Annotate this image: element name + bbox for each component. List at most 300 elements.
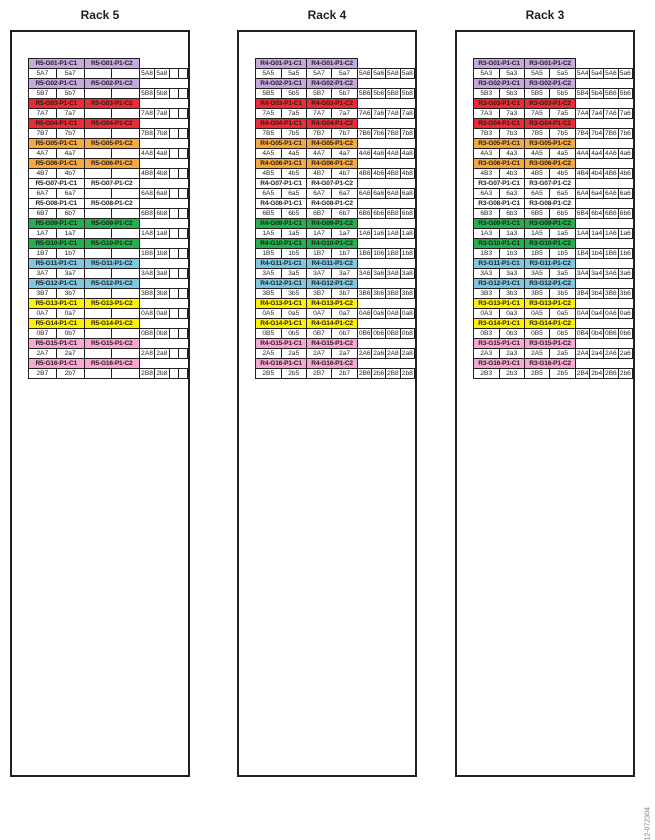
rack-cell: 5B5 — [256, 89, 282, 99]
rack-cell: 4A7 — [307, 149, 332, 159]
group-cell-row — [474, 369, 633, 379]
group-cell-row — [29, 169, 188, 179]
group-label-c2: R3-G13-P1-C2 — [525, 299, 576, 309]
group-label-c2: R3-G03-P1-C2 — [525, 99, 576, 109]
group-header-row — [256, 219, 415, 229]
rack-cell: 5A8 — [141, 69, 153, 77]
group-header-row — [474, 59, 633, 69]
rack-cell: 2a8 — [156, 349, 168, 357]
rack-container-3 — [455, 30, 635, 777]
group-label-c2: R4-G16-P1-C2 — [307, 359, 358, 369]
rack-cell: 4a6 — [619, 149, 631, 157]
rack-cell: 2A4 — [576, 349, 589, 357]
group-label-c2: R3-G04-P1-C2 — [525, 119, 576, 129]
rack-cell: 1a7 — [56, 229, 84, 239]
group-label-c2: R3-G11-P1-C2 — [525, 259, 576, 269]
rack-cell: 3A7 — [29, 269, 57, 279]
group-label-c2: R4-G02-P1-C2 — [307, 79, 358, 89]
group-label-c1: R4-G08-P1-C1 — [256, 199, 307, 209]
group-cell-row — [29, 329, 188, 339]
rack-cell: 5B6 — [604, 89, 617, 97]
group-cell-row — [256, 149, 415, 159]
rack-cell: 2b6 — [373, 369, 385, 377]
rack-cell: 6B8 — [386, 209, 399, 217]
group-cell-row — [29, 189, 188, 199]
rack-cell: 1a5 — [281, 229, 307, 239]
rack-cell: 6A5 — [525, 189, 550, 199]
rack-cell: 3b4 — [591, 289, 603, 297]
group-cell-row — [29, 289, 188, 299]
group-label-c2: R5-G04-P1-C2 — [84, 119, 140, 129]
rack-cell: 7A8 — [386, 109, 399, 117]
rack-cell: 5A6 — [358, 69, 371, 77]
rack-cell: 3A7 — [307, 269, 332, 279]
group-label-c1: R3-G16-P1-C1 — [474, 359, 525, 369]
rack-cell: 2a8 — [401, 349, 413, 357]
rack-cell — [111, 329, 139, 339]
rack-cell: 4a7 — [331, 149, 357, 159]
rack-cell: 6b7 — [56, 209, 84, 219]
rack-cell: 3B8 — [386, 289, 399, 297]
rack-cell: 3a7 — [331, 269, 357, 279]
group-label-c2: R5-G01-P1-C2 — [84, 59, 140, 69]
rack-cell: 7a8 — [401, 109, 413, 117]
rack-cell: 0B7 — [29, 329, 57, 339]
rack-cell — [111, 289, 139, 299]
rack-cell: 2b8 — [156, 369, 168, 377]
rack-cell: 2A5 — [525, 349, 550, 359]
rack-cell: 6A7 — [307, 189, 332, 199]
rack-cell: 4a6 — [373, 149, 385, 157]
rack-cell — [178, 249, 187, 259]
group-label-c2: R4-G13-P1-C2 — [307, 299, 358, 309]
group-header-row — [29, 59, 188, 69]
rack-cell — [111, 349, 139, 359]
rack-cell: 3B4 — [576, 289, 589, 297]
rack-cell: 0a6 — [619, 309, 631, 317]
group-cell-row — [474, 329, 633, 339]
rack-cell: 6b7 — [331, 209, 357, 219]
rack-cell: 7B5 — [525, 129, 550, 139]
group-header-row — [474, 239, 633, 249]
group-label-c1: R4-G04-P1-C1 — [256, 119, 307, 129]
group-header-row — [256, 359, 415, 369]
rack-cell: 3b7 — [331, 289, 357, 299]
rack-cell: 4b5 — [281, 169, 307, 179]
rack-cell: 3a3 — [499, 269, 525, 279]
rack-cell — [169, 169, 178, 179]
rack-cell: 4A7 — [29, 149, 57, 159]
group-label-c1: R4-G10-P1-C1 — [256, 239, 307, 249]
rack-cell: 2B3 — [474, 369, 500, 379]
rack-cell: 6A7 — [29, 189, 57, 199]
rack-cell: 1A5 — [256, 229, 282, 239]
group-label-c1: R3-G15-P1-C1 — [474, 339, 525, 349]
rack-cell: 3a6 — [373, 269, 385, 277]
group-cell-row — [256, 229, 415, 239]
group-label-c1: R4-G09-P1-C1 — [256, 219, 307, 229]
rack-cell: 4a8 — [156, 149, 168, 157]
rack-cell: 0B8 — [141, 329, 153, 337]
rack-cell: 7A6 — [358, 109, 371, 117]
rack-cell: 3b6 — [373, 289, 385, 297]
group-label-c2: R3-G01-P1-C2 — [525, 59, 576, 69]
rack-cell: 5b7 — [56, 89, 84, 99]
rack-cell: 4A5 — [525, 149, 550, 159]
rack-cell: 2A6 — [604, 349, 617, 357]
rack-cell: 1A7 — [29, 229, 57, 239]
rack-cell: 5a8 — [401, 69, 413, 77]
rack-cell: 6A6 — [358, 189, 371, 197]
group-label-c1: R5-G16-P1-C1 — [29, 359, 85, 369]
rack-cell: 0b8 — [401, 329, 413, 337]
rack-cell: 0b8 — [156, 329, 168, 337]
group-header-row — [29, 219, 188, 229]
rack-cell: 1b4 — [591, 249, 603, 257]
rack-cell — [111, 209, 139, 219]
group-cell-row — [29, 209, 188, 219]
group-label-c1: R3-G03-P1-C1 — [474, 99, 525, 109]
rack-cell: 7a5 — [281, 109, 307, 119]
group-header-row — [256, 259, 415, 269]
group-header-row — [29, 179, 188, 189]
group-label-c2: R5-G11-P1-C2 — [84, 259, 140, 269]
rack-cell: 7A6 — [604, 109, 617, 117]
group-label-c1: R3-G10-P1-C1 — [474, 239, 525, 249]
rack-cell — [178, 89, 187, 99]
rack-cell: 4A4 — [576, 149, 589, 157]
group-label-c1: R3-G12-P1-C1 — [474, 279, 525, 289]
rack-cell: 1b3 — [499, 249, 525, 259]
group-label-c2: R4-G08-P1-C2 — [307, 199, 358, 209]
group-cell-row — [474, 269, 633, 279]
rack-cell: 7b6 — [373, 129, 385, 137]
rack-cell — [84, 269, 111, 279]
rack-cell: 3B8 — [141, 289, 153, 297]
rack-cell — [169, 149, 178, 159]
rack-cell: 0A8 — [386, 309, 399, 317]
group-cell-row — [474, 249, 633, 259]
group-cell-row — [256, 269, 415, 279]
rack-cell: 7b3 — [499, 129, 525, 139]
group-label-c2: R5-G13-P1-C2 — [84, 299, 140, 309]
group-header-row — [474, 319, 633, 329]
rack-cell: 4a4 — [591, 149, 603, 157]
rack-cell: 0B6 — [604, 329, 617, 337]
rack-cell — [111, 369, 139, 379]
group-label-c1: R3-G02-P1-C1 — [474, 79, 525, 89]
rack-cell: 1a3 — [499, 229, 525, 239]
rack-cell: 7b4 — [591, 129, 603, 137]
rack-cell: 5B7 — [29, 89, 57, 99]
rack-cell: 4B8 — [141, 169, 153, 177]
rack-cell: 4a3 — [499, 149, 525, 159]
group-cell-row — [474, 309, 633, 319]
rack-cell: 6B7 — [29, 209, 57, 219]
rack-cell: 5B8 — [141, 89, 153, 97]
group-label-c1: R5-G07-P1-C1 — [29, 179, 85, 189]
group-label-c1: R4-G11-P1-C1 — [256, 259, 307, 269]
rack-cell — [178, 289, 187, 299]
rack-cell: 6B8 — [141, 209, 153, 217]
group-label-c2: R5-G02-P1-C2 — [84, 79, 140, 89]
group-label-c1: R4-G14-P1-C1 — [256, 319, 307, 329]
group-header-row — [474, 359, 633, 369]
group-cell-row — [256, 69, 415, 79]
group-cell-row — [474, 189, 633, 199]
group-label-c1: R4-G13-P1-C1 — [256, 299, 307, 309]
rack-cell: 2B8 — [141, 369, 153, 377]
rack-cell — [169, 189, 178, 199]
rack-cell: 1A8 — [386, 229, 399, 237]
rack-cell: 7B4 — [576, 129, 589, 137]
rack-cell: 2A7 — [307, 349, 332, 359]
rack-title-3: Rack 3 — [525, 8, 565, 22]
rack-cell: 3A6 — [604, 269, 617, 277]
rack-cell: 3B7 — [307, 289, 332, 299]
rack-cell: 6B4 — [576, 209, 589, 217]
rack-cell — [84, 189, 111, 199]
rack-cell: 3a4 — [591, 269, 603, 277]
rack-cell: 4B5 — [525, 169, 550, 179]
group-label-c2: R5-G10-P1-C2 — [84, 239, 140, 249]
rack-cell: 5A7 — [307, 69, 332, 79]
rack-cell — [111, 109, 139, 119]
rack-cell: 6b6 — [619, 209, 631, 217]
rack-cell: 2b6 — [619, 369, 631, 377]
rack-cell: 4B7 — [29, 169, 57, 179]
rack-cell: 2b7 — [56, 369, 84, 379]
group-label-c1: R4-G01-P1-C1 — [256, 59, 307, 69]
rack-cell: 0a5 — [549, 309, 575, 319]
group-header-row — [29, 299, 188, 309]
rack-cell: 6a5 — [549, 189, 575, 199]
rack-cell: 7A5 — [525, 109, 550, 119]
rack-cell — [84, 149, 111, 159]
group-label-c1: R3-G04-P1-C1 — [474, 119, 525, 129]
group-cell-row — [256, 209, 415, 219]
rack-cell: 4A6 — [604, 149, 617, 157]
rack-cell: 2B8 — [386, 369, 399, 377]
rack-cell: 2B5 — [256, 369, 282, 379]
rack-cell — [84, 229, 111, 239]
rack-cell — [178, 309, 187, 319]
group-cell-row — [29, 269, 188, 279]
rack-cell: 6B5 — [525, 209, 550, 219]
group-label-c1: R3-G11-P1-C1 — [474, 259, 525, 269]
group-label-c1: R3-G05-P1-C1 — [474, 139, 525, 149]
rack-cell: 7a5 — [549, 109, 575, 119]
rack-cell: 1B7 — [307, 249, 332, 259]
rack-cell: 4b3 — [499, 169, 525, 179]
group-cell-row — [29, 109, 188, 119]
rack-cell: 6B7 — [307, 209, 332, 219]
rack-cell — [178, 109, 187, 119]
rack-cell: 5a6 — [373, 69, 385, 77]
rack-cell — [178, 129, 187, 139]
rack-cell: 5a7 — [331, 69, 357, 79]
rack-cell: 4b5 — [549, 169, 575, 179]
group-label-c2: R5-G08-P1-C2 — [84, 199, 140, 209]
group-header-row — [256, 339, 415, 349]
rack-cell: 3A5 — [256, 269, 282, 279]
rack-cell: 0A5 — [256, 309, 282, 319]
group-header-row — [474, 139, 633, 149]
group-label-c2: R5-G15-P1-C2 — [84, 339, 140, 349]
group-header-row — [29, 339, 188, 349]
group-cell-row — [474, 289, 633, 299]
group-header-row — [474, 99, 633, 109]
rack-cell: 5A6 — [604, 69, 617, 77]
group-label-c2: R3-G08-P1-C2 — [525, 199, 576, 209]
rack-cell — [84, 309, 111, 319]
group-header-row — [256, 239, 415, 249]
rack-cell: 5A7 — [29, 69, 57, 79]
group-label-c2: R5-G12-P1-C2 — [84, 279, 140, 289]
rack-cell — [111, 269, 139, 279]
group-cell-row — [256, 109, 415, 119]
group-header-row — [29, 79, 188, 89]
rack-cell: 5A3 — [474, 69, 500, 79]
group-label-c2: R5-G09-P1-C2 — [84, 219, 140, 229]
group-label-c2: R3-G09-P1-C2 — [525, 219, 576, 229]
group-label-c1: R5-G14-P1-C1 — [29, 319, 85, 329]
rack-cell: 5B6 — [358, 89, 371, 97]
rack-cell — [111, 149, 139, 159]
rack-cell: 0B5 — [525, 329, 550, 339]
rack-cell: 7B3 — [474, 129, 500, 139]
rack-cell: 4B8 — [386, 169, 399, 177]
group-label-c1: R5-G08-P1-C1 — [29, 199, 85, 209]
group-label-c1: R5-G11-P1-C1 — [29, 259, 85, 269]
group-label-c2: R3-G05-P1-C2 — [525, 139, 576, 149]
rack-cell: 5a5 — [549, 69, 575, 79]
rack-cell: 3a8 — [401, 269, 413, 277]
rack-cell: 1b7 — [56, 249, 84, 259]
group-header-row — [29, 359, 188, 369]
rack-cell: 1a4 — [591, 229, 603, 237]
rack-cell: 1B5 — [256, 249, 282, 259]
group-cell-row — [256, 249, 415, 259]
rack-cell — [178, 229, 187, 239]
group-label-c2: R5-G05-P1-C2 — [84, 139, 140, 149]
rack-cell: 5b6 — [619, 89, 631, 97]
watermark: 12-072304 — [644, 807, 651, 840]
rack-cell: 4B4 — [576, 169, 589, 177]
rack-cell: 2A8 — [386, 349, 399, 357]
group-cell-row — [29, 129, 188, 139]
rack-cell: 2b5 — [549, 369, 575, 379]
group-header-row — [29, 259, 188, 269]
rack-cell: 6a6 — [619, 189, 631, 197]
group-cell-row — [256, 329, 415, 339]
rack-cell: 7a8 — [156, 109, 168, 117]
rack-cell: 6b5 — [549, 209, 575, 219]
group-header-row — [474, 119, 633, 129]
rack-cell: 1B4 — [576, 249, 589, 257]
rack-cell: 4A8 — [141, 149, 153, 157]
rack-cell: 4b4 — [591, 169, 603, 177]
rack-cell: 7A5 — [256, 109, 282, 119]
rack-cell — [84, 169, 111, 179]
group-cell-row — [474, 209, 633, 219]
rack-cell: 7A7 — [29, 109, 57, 119]
group-header-row — [29, 239, 188, 249]
rack-cell: 7b8 — [401, 129, 413, 137]
rack-cell: 6a5 — [281, 189, 307, 199]
rack-cell: 3a5 — [281, 269, 307, 279]
rack-cell — [178, 69, 187, 79]
group-label-c2: R4-G04-P1-C2 — [307, 119, 358, 129]
group-cell-row — [256, 289, 415, 299]
rack-cell: 5A4 — [576, 69, 589, 77]
group-label-c2: R3-G14-P1-C2 — [525, 319, 576, 329]
rack-cell: 7a6 — [619, 109, 631, 117]
rack-cell: 0B5 — [256, 329, 282, 339]
group-cell-row — [474, 109, 633, 119]
rack-cell: 3B6 — [358, 289, 371, 297]
rack-cell: 7A8 — [141, 109, 153, 117]
rack-cell: 1A3 — [474, 229, 500, 239]
rack-cell: 1b8 — [401, 249, 413, 257]
rack-cell: 6B6 — [604, 209, 617, 217]
rack-cell: 5a5 — [281, 69, 307, 79]
rack-cell: 4a5 — [549, 149, 575, 159]
group-label-c1: R4-G02-P1-C1 — [256, 79, 307, 89]
group-label-c2: R3-G02-P1-C2 — [525, 79, 576, 89]
rack-cell: 6A8 — [141, 189, 153, 197]
rack-cell: 7a7 — [56, 109, 84, 119]
rack-cell: 0A8 — [141, 309, 153, 317]
group-header-row — [474, 79, 633, 89]
group-cell-row — [474, 229, 633, 239]
rack-cell — [178, 149, 187, 159]
rack-cell: 2B7 — [307, 369, 332, 379]
rack-cell: 4a8 — [401, 149, 413, 157]
group-label-c2: R3-G15-P1-C2 — [525, 339, 576, 349]
rack-cell: 1A7 — [307, 229, 332, 239]
rack-cell — [169, 289, 178, 299]
rack-cell: 6b4 — [591, 209, 603, 217]
rack-cell: 5b8 — [156, 89, 168, 97]
rack-cell: 1B8 — [141, 249, 153, 257]
rack-cell: 1B3 — [474, 249, 500, 259]
group-label-c1: R5-G02-P1-C1 — [29, 79, 85, 89]
rack-cell: 0A7 — [29, 309, 57, 319]
rack-cell — [169, 329, 178, 339]
group-label-c2: R5-G06-P1-C2 — [84, 159, 140, 169]
rack-cell: 4B7 — [307, 169, 332, 179]
group-cell-row — [29, 249, 188, 259]
group-cell-row — [474, 129, 633, 139]
rack-cell: 7b5 — [549, 129, 575, 139]
rack-cell: 5A5 — [256, 69, 282, 79]
group-header-row — [256, 299, 415, 309]
group-label-c1: R3-G14-P1-C1 — [474, 319, 525, 329]
rack-cell — [111, 169, 139, 179]
rack-cell: 4a7 — [56, 149, 84, 159]
rack-cell: 0a7 — [56, 309, 84, 319]
group-label-c2: R4-G10-P1-C2 — [307, 239, 358, 249]
rack-cell: 6b8 — [401, 209, 413, 217]
rack-cell — [178, 329, 187, 339]
rack-cell: 7b6 — [619, 129, 631, 137]
rack-cell: 2B4 — [576, 369, 589, 377]
rack-cell — [84, 369, 111, 379]
group-header-row — [256, 319, 415, 329]
rack-cell — [111, 229, 139, 239]
rack-cell: 7a3 — [499, 109, 525, 119]
